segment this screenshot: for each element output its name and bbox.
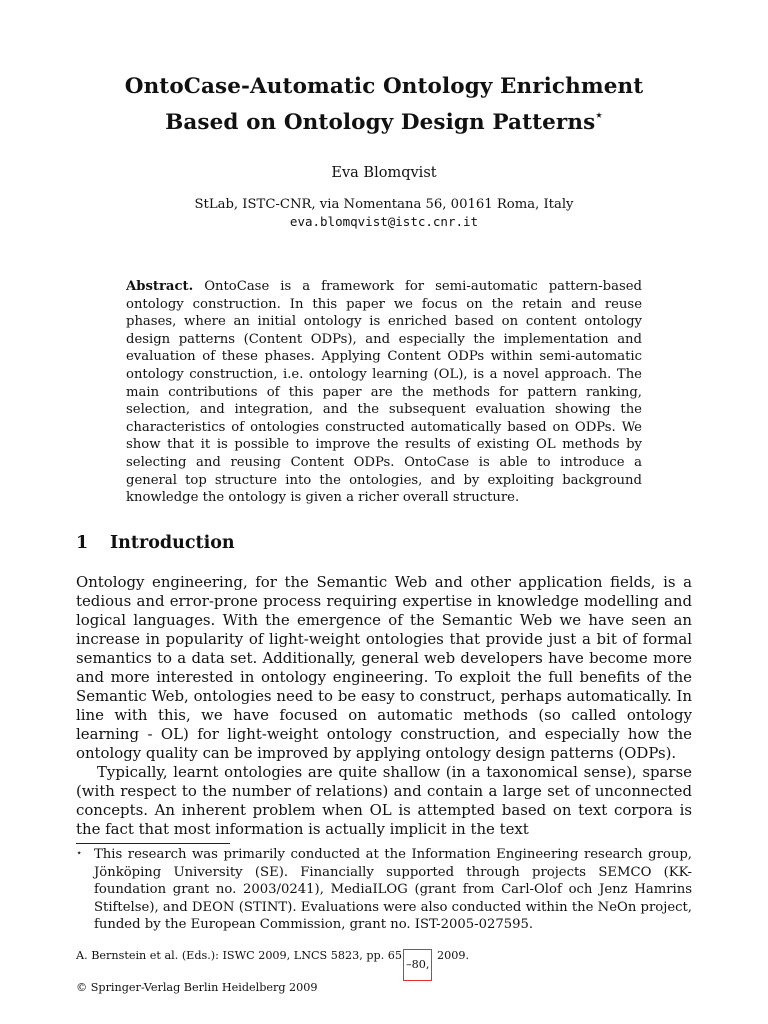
citation-suffix: 2009. (433, 949, 470, 962)
footnote (76, 846, 692, 934)
title-line-1: OntoCase-Automatic Ontology Enrichment (124, 74, 644, 99)
section-number: 1 (76, 533, 89, 553)
author-affiliation: StLab, ISTC-CNR, via Nomentana 56, 00161 Roma, Italy (194, 197, 574, 212)
title-footnote-mark: ⋆ (595, 108, 603, 122)
footnote-mark: ⋆ (76, 848, 83, 859)
section-title: Introduction (110, 533, 235, 553)
section-heading (76, 532, 235, 554)
abstract (126, 278, 642, 507)
body-paragraph-1: Ontology engineering, for the Semantic Web and other application fields, is a tedious and error-prone process requiring expertise in knowledge modelling and logical languages. With the emergence of the Semantic Web we have seen an increase in popularity of light-weight ontologies that provide just a bit of formal semantics to a data set. Additionally, general web developers have become more and more interested in ontology engineering. To exploit the full benefits of the Semantic Web, ontologies need to be easy to construct, perhaps automatically. In line with this, we have focused on automatic methods (so called ontology learning - OL) for light-weight ontology construction, and especially how the ontology quality can be improved by applying ontology design patterns (ODPs). (76, 573, 692, 762)
abstract-text: OntoCase is a framework for semi-automatic pattern-based ontology construction. In this paper we focus on the retain and reuse phases, where an initial ontology is enriched based on content ontology design patterns (Content ODPs), and especially the implementation and evaluation of these phases. Applying Content ODPs within semi-automatic ontology construction, i.e. ontology learning (OL), is a novel approach. The main contributions of this paper are the methods for pattern ranking, selection, and integration, and the subsequent evaluation showing the characteristics of ontologies constructed automatically based on ODPs. We show that it is possible to improve the results of existing OL methods by selecting and reusing Content ODPs. OntoCase is able to introduce a general top structure into the ontologies, and by exploiting background knowledge the ontology is given a richer overall structure. (126, 279, 642, 506)
title-line-2 (60, 101, 708, 137)
copyright-line: © Springer-Verlag Berlin Heidelberg 2009 (76, 981, 318, 994)
citation-line-1 (76, 949, 692, 981)
citation-prefix: A. Bernstein et al. (Eds.): ISWC 2009, LNCS 5823, pp. 65 (76, 949, 403, 962)
body-paragraph-2: Typically, learnt ontologies are quite shallow (in a taxonomical sense), sparse (with respect to the number of relations) and contain a large set of unconnected concepts. An inherent problem when OL is attempted based on text corpora is the fact that most information is actually implicit in the text (76, 763, 692, 838)
footnote-rule (76, 843, 230, 844)
page-range-highlight-box: –80, (403, 949, 432, 981)
title-line-2-text: Based on Ontology Design Patterns (165, 110, 596, 135)
abstract-label: Abstract. (126, 279, 194, 294)
section-body (76, 573, 692, 839)
citation-block (76, 949, 692, 996)
author-email: eva.blomqvist@istc.cnr.it (289, 214, 479, 229)
paper-title (60, 73, 708, 137)
footnote-text: This research was primarily conducted at the Information Engineering research group, Jönköping University (SE). Financially supported through projects SEMCO (KK-foundation grant no. 2003/0241), MediaILOG (grant from Carl-Olof och Jenz Hamrins Stiftelse), and DEON (STINT). Evaluations were also conducted within the NeOn project, funded by the European Commission, grant no. IST-2005-027595. (94, 847, 692, 933)
author-name: Eva Blomqvist (331, 165, 437, 181)
